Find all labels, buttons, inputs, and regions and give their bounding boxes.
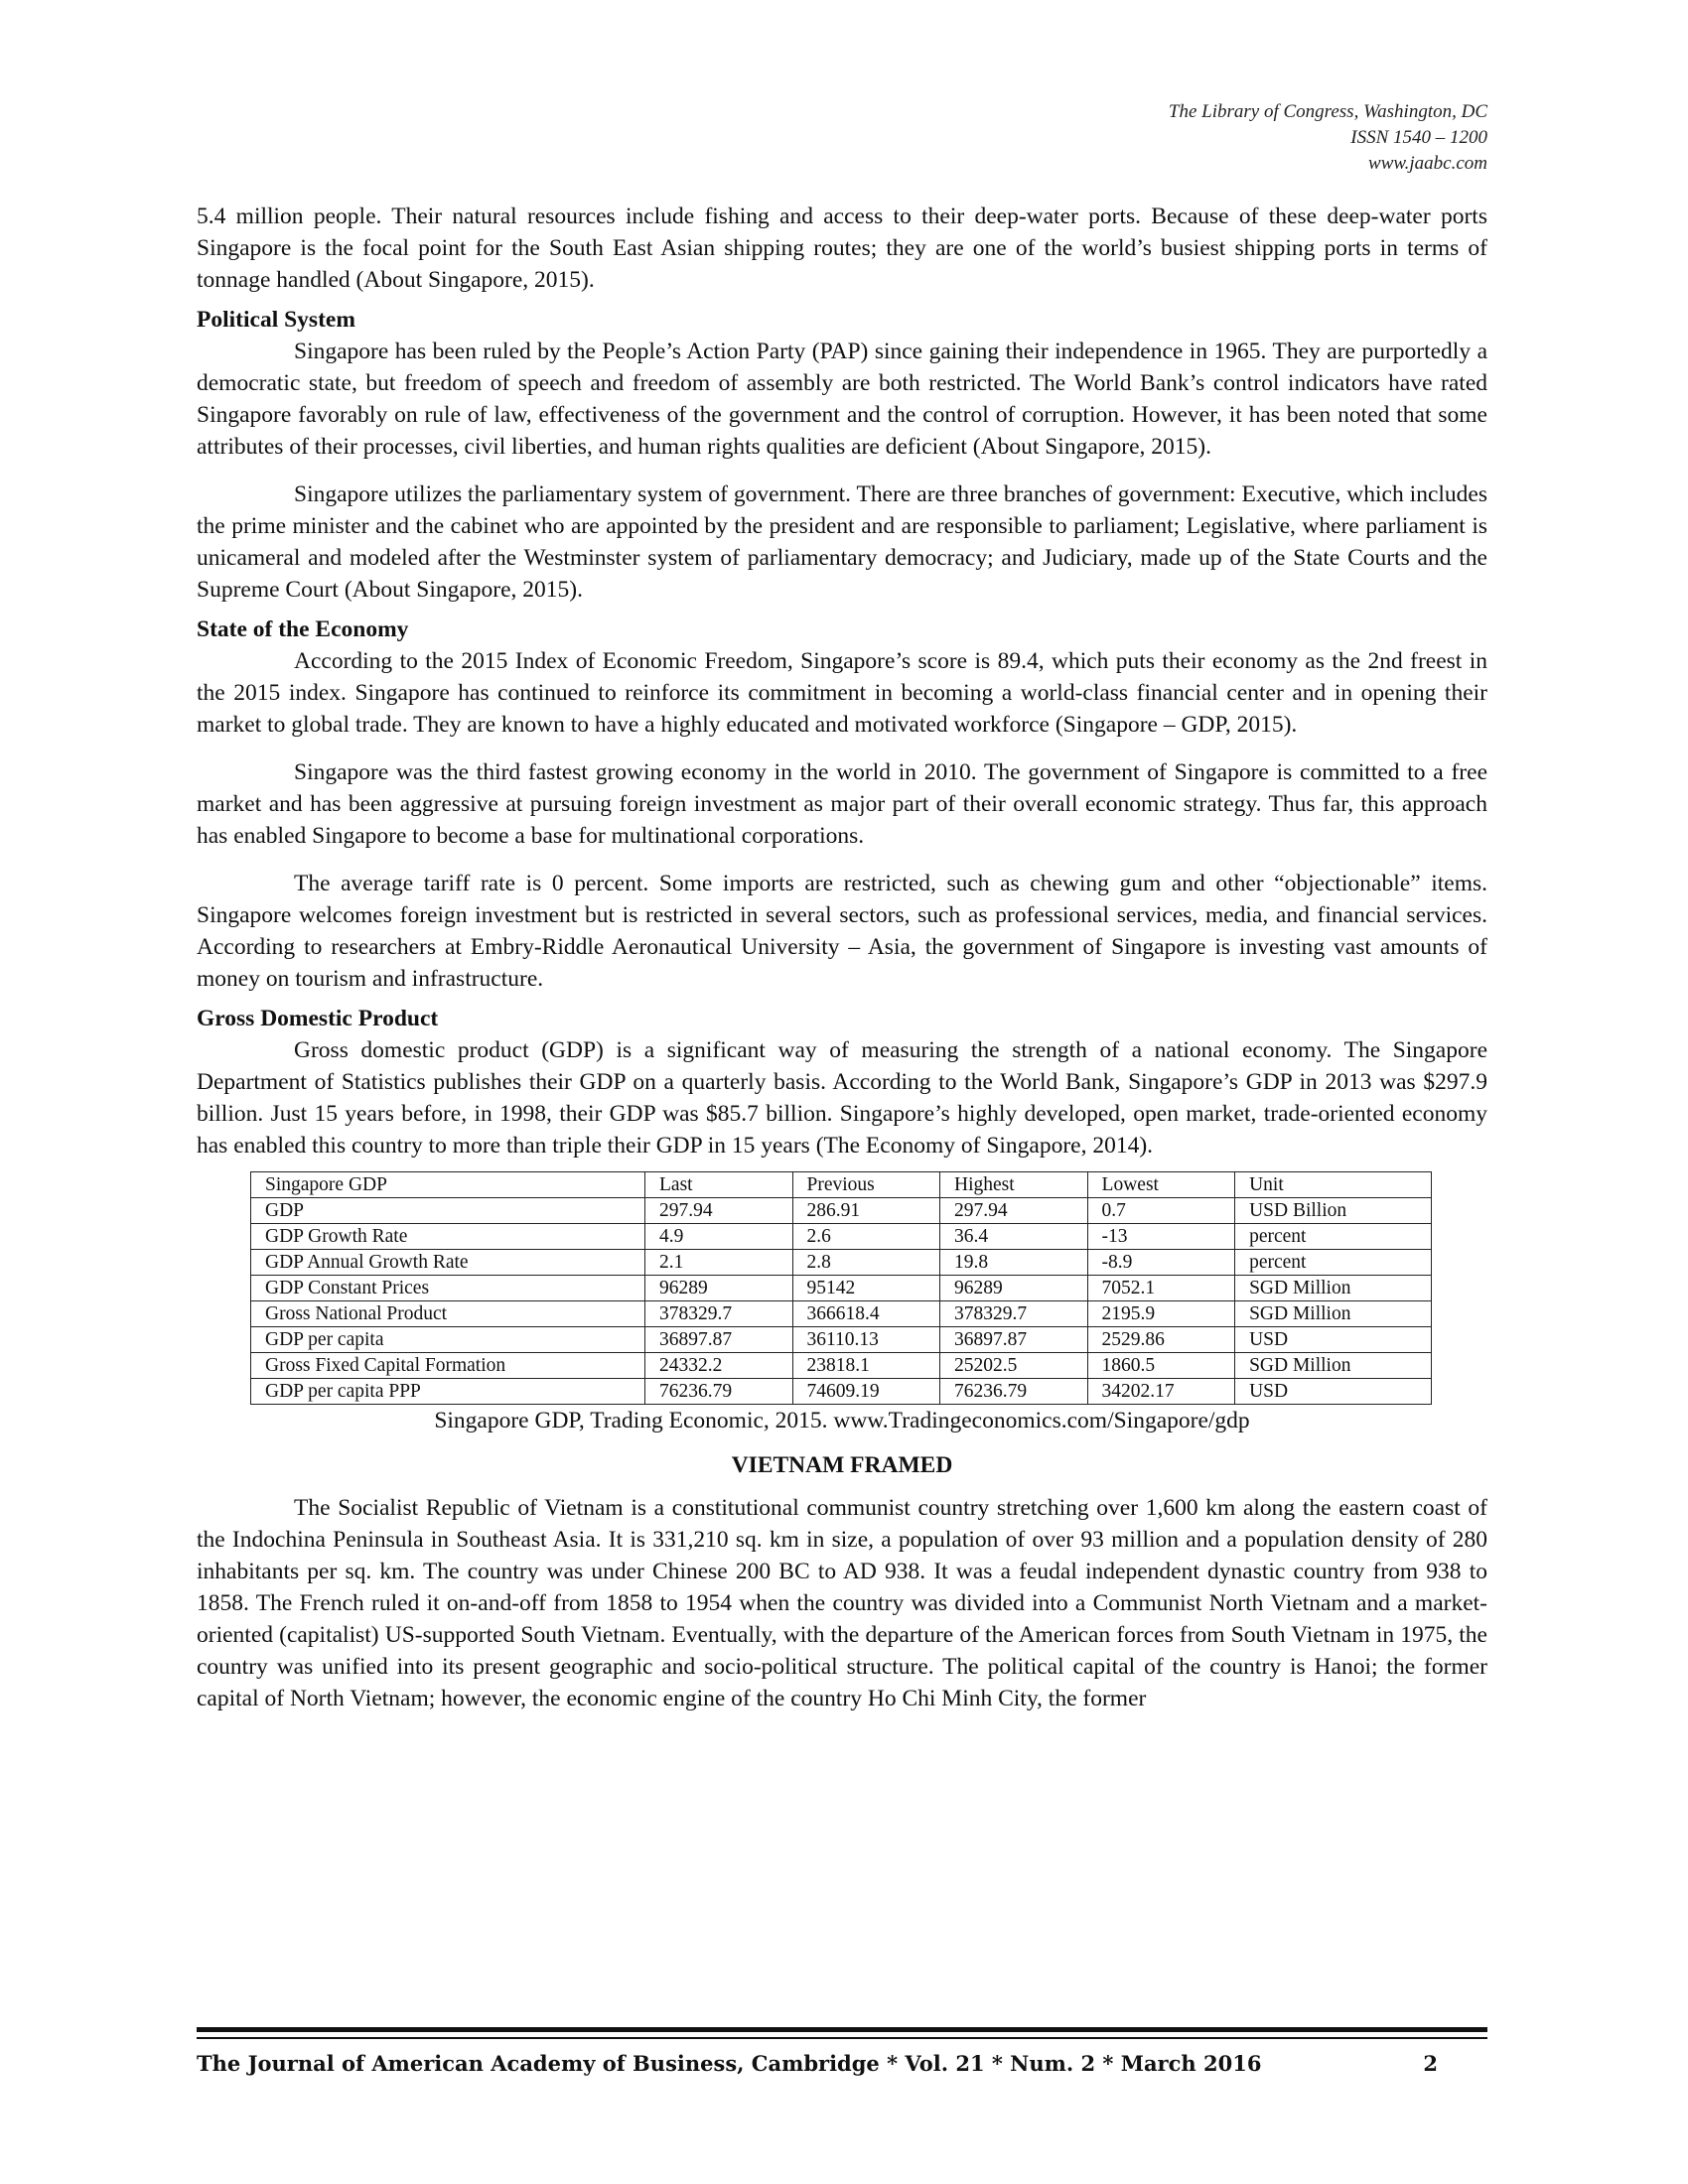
- column-header: Unit: [1235, 1172, 1432, 1198]
- singapore-gdp-table: [250, 1171, 1432, 1405]
- table-cell: 0.7: [1087, 1198, 1235, 1224]
- table-row: [251, 1301, 1432, 1327]
- header-website: www.jaabc.com: [1368, 153, 1487, 174]
- table-cell: 1860.5: [1087, 1353, 1235, 1379]
- column-header: Previous: [792, 1172, 940, 1198]
- table-cell: GDP per capita PPP: [251, 1379, 645, 1405]
- footer-journal: The Journal of American Academy of Business, Cambridge * Vol. 21 * Num. 2 * March 2016: [197, 2051, 1262, 2076]
- table-cell: SGD Million: [1235, 1301, 1432, 1327]
- table-cell: 2.6: [792, 1224, 940, 1250]
- paragraph: Singapore utilizes the parliamentary system of government. There are three branches of government: Executive, which includes the prime minister and the cabinet who are appointed by the president and are responsible to parliament; Legislative, where parliament is unicameral and modeled after the Westminster system of parliamentary democracy; and Judiciary, made up of the State Courts and the Supreme Court (About Singapore, 2015).: [197, 481, 1487, 603]
- table-cell: USD: [1235, 1327, 1432, 1353]
- table-cell: SGD Million: [1235, 1276, 1432, 1301]
- table-cell: 4.9: [645, 1224, 793, 1250]
- footer-rule-thin: [197, 2037, 1487, 2039]
- table-cell: 96289: [645, 1276, 793, 1301]
- table-cell: GDP: [251, 1198, 645, 1224]
- paragraph: According to the 2015 Index of Economic Freedom, Singapore’s score is 89.4, which puts their economy as the 2nd freest in the 2015 index. Singapore has continued to reinforce its commitment in becoming a world-class financial center and in opening their market to global trade. They are known to have a highly educated and motivated workforce (Singapore – GDP, 2015).: [197, 648, 1487, 738]
- table-cell: 34202.17: [1087, 1379, 1235, 1405]
- table-row: [251, 1198, 1432, 1224]
- article-body: [197, 201, 1487, 1714]
- table-caption: Singapore GDP, Trading Economic, 2015. www.Tradingeconomics.com/Singapore/gdp: [434, 1408, 1250, 1433]
- column-header: Lowest: [1087, 1172, 1235, 1198]
- table-cell: 95142: [792, 1276, 940, 1301]
- running-header: [1169, 99, 1487, 177]
- table-cell: 2.8: [792, 1250, 940, 1276]
- page-number: 2: [1423, 2051, 1438, 2076]
- table-row: [251, 1379, 1432, 1405]
- section-heading-vietnam: VIETNAM FRAMED: [731, 1452, 953, 1478]
- table-cell: USD: [1235, 1379, 1432, 1405]
- table-header-row: [251, 1172, 1432, 1198]
- section-heading-state-of-economy: State of the Economy: [197, 616, 409, 642]
- table-cell: 36.4: [940, 1224, 1088, 1250]
- table-cell: -13: [1087, 1224, 1235, 1250]
- table-cell: Gross National Product: [251, 1301, 645, 1327]
- table-cell: -8.9: [1087, 1250, 1235, 1276]
- column-header: Highest: [940, 1172, 1088, 1198]
- column-header: Last: [645, 1172, 793, 1198]
- table-cell: percent: [1235, 1224, 1432, 1250]
- table-cell: 297.94: [645, 1198, 793, 1224]
- table-cell: 286.91: [792, 1198, 940, 1224]
- table-cell: 96289: [940, 1276, 1088, 1301]
- table-cell: 19.8: [940, 1250, 1088, 1276]
- table-cell: 366618.4: [792, 1301, 940, 1327]
- paragraph: Singapore was the third fastest growing economy in the world in 2010. The government of Singapore is committed to a free market and has been aggressive at pursuing foreign investment as major part of their overall economic strategy. Thus far, this approach has enabled Singapore to become a base for multinational corporations.: [197, 759, 1487, 849]
- footer-rule-thick: [197, 2027, 1487, 2032]
- document-page: [197, 0, 1487, 2184]
- table-row: [251, 1224, 1432, 1250]
- table-cell: 74609.19: [792, 1379, 940, 1405]
- table-cell: 25202.5: [940, 1353, 1088, 1379]
- header-issn: ISSN 1540 – 1200: [1350, 127, 1487, 148]
- table-cell: 76236.79: [645, 1379, 793, 1405]
- table-cell: GDP Growth Rate: [251, 1224, 645, 1250]
- paragraph: Gross domestic product (GDP) is a significant way of measuring the strength of a national economy. The Singapore Department of Statistics publishes their GDP on a quarterly basis. According to the World Bank, Singapore’s GDP in 2013 was $297.9 billion. Just 15 years before, in 1998, their GDP was $85.7 billion. Singapore’s highly developed, open market, trade-oriented economy has enabled this country to more than triple their GDP in 15 years (The Economy of Singapore, 2014).: [197, 1037, 1487, 1159]
- table-cell: percent: [1235, 1250, 1432, 1276]
- header-library: The Library of Congress, Washington, DC: [1168, 101, 1487, 122]
- table-cell: GDP Constant Prices: [251, 1276, 645, 1301]
- column-header: Singapore GDP: [251, 1172, 645, 1198]
- table-cell: 36110.13: [792, 1327, 940, 1353]
- table-cell: SGD Million: [1235, 1353, 1432, 1379]
- section-heading-political-system: Political System: [197, 307, 355, 333]
- paragraph: The Socialist Republic of Vietnam is a constitutional communist country stretching over 1,600 km along the eastern coast of the Indochina Peninsula in Southeast Asia. It is 331,210 sq. km in size, a population of over 93 million and a population density of 280 inhabitants per sq. km. The country was under Chinese 200 BC to AD 938. It was a feudal independent dynastic country from 938 to 1858. The French ruled it on-and-off from 1858 to 1954 when the country was divided into a Communist North Vietnam and a market-oriented (capitalist) US-supported South Vietnam. Eventually, with the departure of the American forces from South Vietnam in 1975, the country was unified into its present geographic and socio-political structure. The political capital of the country is Hanoi; the former capital of North Vietnam; however, the economic engine of the country Ho Chi Minh City, the former: [197, 1495, 1487, 1711]
- table-row: [251, 1327, 1432, 1353]
- table-cell: 76236.79: [940, 1379, 1088, 1405]
- table-cell: 2.1: [645, 1250, 793, 1276]
- table-cell: USD Billion: [1235, 1198, 1432, 1224]
- section-heading-gdp: Gross Domestic Product: [197, 1006, 439, 1031]
- table-cell: 2195.9: [1087, 1301, 1235, 1327]
- table-cell: 378329.7: [645, 1301, 793, 1327]
- paragraph: Singapore has been ruled by the People’s Action Party (PAP) since gaining their independence in 1965. They are purportedly a democratic state, but freedom of speech and freedom of assembly are both restricted. The World Bank’s control indicators have rated Singapore favorably on rule of law, effectiveness of the government and the control of corruption. However, it has been noted that some attributes of their processes, civil liberties, and human rights qualities are deficient (About Singapore, 2015).: [197, 339, 1487, 460]
- running-footer: [197, 2049, 1438, 2079]
- table-cell: 23818.1: [792, 1353, 940, 1379]
- table-cell: 297.94: [940, 1198, 1088, 1224]
- table-cell: 36897.87: [940, 1327, 1088, 1353]
- table-row: [251, 1353, 1432, 1379]
- table-cell: 378329.7: [940, 1301, 1088, 1327]
- paragraph: 5.4 million people. Their natural resources include fishing and access to their deep-water ports. Because of these deep-water ports Singapore is the focal point for the South East Asian shipping routes; they are one of the world’s busiest shipping ports in terms of tonnage handled (About Singapore, 2015).: [197, 204, 1487, 293]
- table-row: [251, 1276, 1432, 1301]
- table-cell: 36897.87: [645, 1327, 793, 1353]
- table-cell: GDP Annual Growth Rate: [251, 1250, 645, 1276]
- table-cell: 2529.86: [1087, 1327, 1235, 1353]
- table-cell: 24332.2: [645, 1353, 793, 1379]
- paragraph: The average tariff rate is 0 percent. Some imports are restricted, such as chewing gum and other “objectionable” items. Singapore welcomes foreign investment but is restricted in several sectors, such as professional services, media, and financial services. According to researchers at Embry-Riddle Aeronautical University – Asia, the government of Singapore is investing vast amounts of money on tourism and infrastructure.: [197, 871, 1487, 992]
- table-cell: 7052.1: [1087, 1276, 1235, 1301]
- table-cell: Gross Fixed Capital Formation: [251, 1353, 645, 1379]
- table-cell: GDP per capita: [251, 1327, 645, 1353]
- table-row: [251, 1250, 1432, 1276]
